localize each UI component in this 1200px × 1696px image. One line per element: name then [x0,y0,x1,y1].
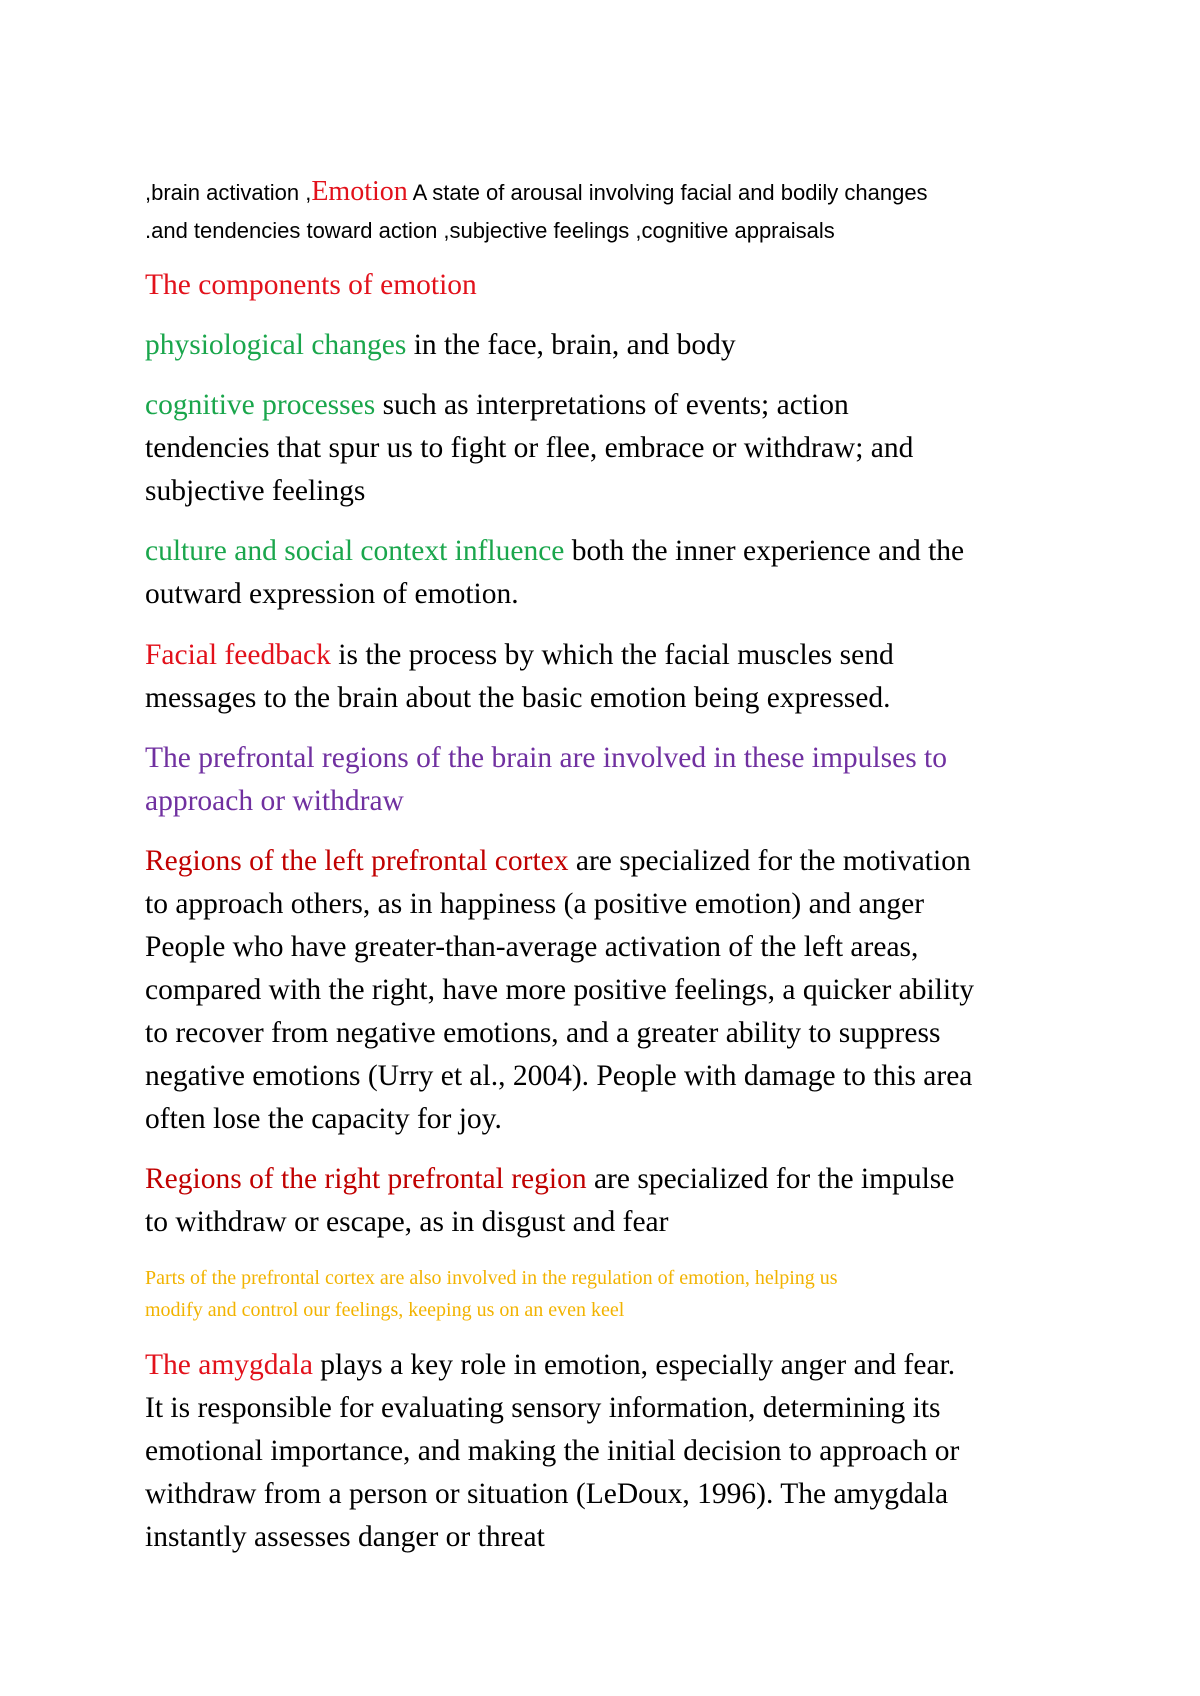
para-line: People who have greater-than-average activation of the left areas, [145,931,919,963]
para-line: outward expression of emotion. [145,578,519,610]
para-line: to approach others, as in happiness (a positive emotion) and anger [145,888,925,920]
paragraph-culture [145,530,1075,616]
paragraph-cognitive [145,384,1075,513]
para-line: are specialized for the impulse [586,1163,955,1195]
para-line: often lose the capacity for joy. [145,1103,502,1135]
term-cognitive-processes: cognitive processes [145,389,376,421]
para-line: instantly assesses danger or threat [145,1521,545,1553]
intro-line-1 [145,176,928,208]
paragraph-regulation [145,1262,1075,1326]
para-line: in the face, brain, and body [406,329,736,361]
term-amygdala: The amygdala [145,1349,313,1381]
para-line: are specialized for the motivation [568,845,971,877]
para-line: subjective feelings [145,475,366,507]
para-line: Parts of the prefrontal cortex are also involved in the regulation of emotion, helping us [145,1267,838,1289]
term-right-prefrontal-region: Regions of the right prefrontal region [145,1163,587,1195]
para-line: emotional importance, and making the initial decision to approach or [145,1435,960,1467]
intro-prefix: ,brain activation , [145,180,312,205]
para-line: plays a key role in emotion, especially anger and fear. [312,1349,956,1381]
section-heading: The components of emotion [145,269,477,301]
para-line: modify and control our feelings, keeping us on an even keel [145,1299,625,1321]
para-line: It is responsible for evaluating sensory information, determining its [145,1392,941,1424]
paragraph-prefrontal-regions [145,737,1075,823]
term-facial-feedback: Facial feedback [145,639,331,671]
para-line: to withdraw or escape, as in disgust and fear [145,1206,669,1238]
intro-continuation: .and tendencies toward action ,subjective feelings ,cognitive appraisals [145,218,835,243]
term-culture-social-context: culture and social context influence [145,535,565,567]
para-line: negative emotions (Urry et al., 2004). People with damage to this area [145,1060,973,1092]
para-line: withdraw from a person or situation (LeDoux, 1996). The amygdala [145,1478,949,1510]
para-line: such as interpretations of events; action [375,389,849,421]
paragraph-left-prefrontal [145,840,1075,1141]
para-line: both the inner experience and the [564,535,965,567]
paragraph-amygdala [145,1344,1075,1559]
paragraph-physiological [145,324,1075,367]
para-line: messages to the brain about the basic emotion being expressed. [145,682,891,714]
term-physiological-changes: physiological changes [145,329,407,361]
term-left-prefrontal-cortex: Regions of the left prefrontal cortex [145,845,569,877]
para-line: to recover from negative emotions, and a greater ability to suppress [145,1017,941,1049]
para-line: approach or withdraw [145,785,404,817]
paragraph-facial-feedback [145,634,1075,720]
intro-definition: A state of arousal involving facial and bodily changes [407,180,928,205]
para-line: tendencies that spur us to fight or flee, embrace or withdraw; and [145,432,914,464]
para-line: compared with the right, have more positive feelings, a quicker ability [145,974,975,1006]
paragraph-right-prefrontal [145,1158,1075,1244]
intro-line-2 [145,218,835,244]
intro-term-emotion: Emotion [311,176,408,207]
para-line: is the process by which the facial muscles send [330,639,894,671]
para-line: The prefrontal regions of the brain are involved in these impulses to [145,742,948,774]
